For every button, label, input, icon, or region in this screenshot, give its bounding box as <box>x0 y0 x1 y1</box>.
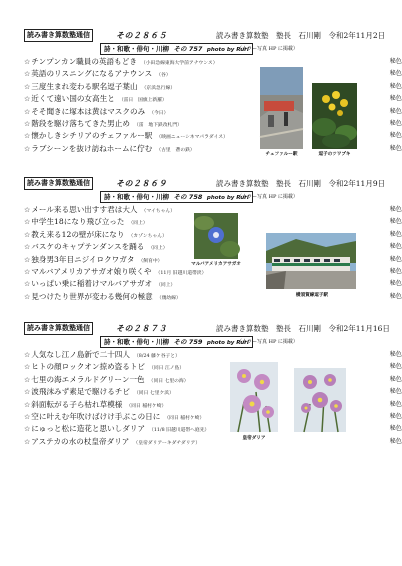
photo-caption: 皇帝ダリア <box>242 436 266 441</box>
list-item: ☆懐かしきシチリアのチェファルー駅 （映画ニューシネマパラダイス） <box>24 131 228 141</box>
list-item: ☆ヒトの顔ロックオン掠め盗るトビ （同日 江ノ島） <box>24 362 185 372</box>
status-label: 秘色 <box>389 218 402 226</box>
list-item: ☆階段を駆け落ちてきた男止め （雷 地下鉄改札門） <box>24 118 182 128</box>
poem-text: バスケのキャプテンダンスを踊る <box>31 242 145 252</box>
list-item: ☆チンプンカン職員の英語もどき （小田急線東海大学前アナウンス） <box>24 57 218 66</box>
poem-author: （8/24 藤ケ谷子と） <box>134 354 180 359</box>
poem-text: ラブシーンを抜け訪ねホームに佇む <box>31 143 153 153</box>
status-label: 秘色 <box>389 255 402 263</box>
poem-text: 教え来る12の壁が床になり <box>31 229 125 239</box>
list-item: ☆斜面転がる子ら枯れ草模様 （同日 稲村ケ崎） <box>24 399 167 409</box>
photo-caption: マルバアメリカアサガオ <box>191 262 241 267</box>
banner-title: 詩・和歌・俳句・川柳 <box>104 193 169 201</box>
status-label: 秘色 <box>389 267 402 275</box>
poem-list <box>24 56 274 155</box>
status-label: 秘色 <box>389 132 402 140</box>
poem-author: （雷日 国旗上新羅） <box>118 98 167 104</box>
status-label: 秘色 <box>389 375 402 383</box>
poem-author: （谷） <box>156 73 171 79</box>
list-item: ☆独身男3年目ニジイロクワガタ （飼育中） <box>24 254 163 264</box>
poem-author: （幾幼線） <box>156 295 181 301</box>
list-item: ☆七里の海エメラルドグリーン一色 （同日 七里の海） <box>24 374 189 384</box>
issue-number: その２８７３ <box>116 323 167 333</box>
poem-author: （同日 稲村ケ崎） <box>126 403 167 409</box>
status-label: 秘色 <box>389 388 402 396</box>
status-label: 秘色 <box>389 70 402 78</box>
banner-number: その 757 <box>173 45 203 53</box>
dahlia-photo-2 <box>294 368 346 432</box>
morning-glory-photo <box>194 213 238 259</box>
list-item: ☆見つけたり世界が変わる幾何の極意 （幾幼線） <box>24 291 181 301</box>
publisher-line: 読み書き算数塾 塾長 石川剛 令和2年11月16日 <box>216 324 390 333</box>
status-label: 秘色 <box>389 425 402 433</box>
list-item: ☆マルバアメリカアサガオ娘り咲くや （11月 旧越川道帯淡） <box>24 266 207 276</box>
poem-author: （11月 旧越川道帯淡） <box>155 270 207 276</box>
issue-number: その２８６５ <box>116 30 167 40</box>
status-label: 秘色 <box>389 58 402 65</box>
poem-text: 英語のリスニングになるアナウンス <box>31 69 153 79</box>
poem-text: チンプンカン職員の英語もどき <box>31 57 137 66</box>
poem-text: 三度生まれ変わる駅名逗子葉山 <box>31 81 138 91</box>
list-item: ☆近くて遠い国の女高生と （雷日 国旗上新羅） <box>24 94 167 104</box>
status-label: 秘色 <box>389 280 402 288</box>
newsletter-section-3 <box>20 322 402 462</box>
poem-author: （雷 地下鉄改札門） <box>133 122 182 128</box>
status-label: 秘色 <box>389 95 402 103</box>
zushi-station-photo <box>266 233 356 289</box>
list-item: ☆人気なし江ノ島新で二十四人 （8/24 藤ケ谷子と） <box>24 350 180 359</box>
list-item: ☆メール来る思い出すす君は大人 （マイちゃん） <box>24 205 176 214</box>
list-item: ☆アステカの水の杖皇帝ダリア （皇帝ダリアーキダチダリア） <box>24 436 201 446</box>
poem-author: （11/8 旧越川道帯へ庭先） <box>149 428 210 434</box>
banner-number: その 758 <box>173 193 203 201</box>
poem-text: 独身男3年目ニジイロクワガタ <box>31 254 135 264</box>
banner-title: 詩・和歌・俳句・川柳 <box>104 45 169 53</box>
status-label: 秘色 <box>389 292 402 300</box>
list-item: ☆そそ聞きに塚本は黄はマスクのみ （今日） <box>24 106 169 116</box>
section-header <box>20 322 390 336</box>
status-label: 秘色 <box>389 206 402 213</box>
newsletter-tag: 読み書き算数塾通信 <box>24 29 93 42</box>
banner-photo-credit: photo by Ruri <box>206 340 249 346</box>
status-label: 秘色 <box>389 351 402 358</box>
status-label: 秘色 <box>389 437 402 445</box>
newsletter-section-1 <box>20 29 402 169</box>
poem-text: 斜面転がる子ら枯れ草模様 <box>31 399 123 409</box>
list-item: ☆波飛沫みず素足で駆けるチビ （同日 七里ケ浜） <box>24 387 174 397</box>
poem-text: にゅっと松に造花と思いしダリア <box>31 424 146 434</box>
status-label: 秘色 <box>389 119 402 127</box>
issue-number: その２８６９ <box>116 178 167 188</box>
banner-photo-credit: photo by Ruri <box>206 47 249 53</box>
status-label: 秘色 <box>389 107 402 115</box>
poem-text: 懐かしきシチリアのチェファルー駅 <box>31 131 153 141</box>
status-label: 秘色 <box>389 412 402 420</box>
poem-text: マルバアメリカアサガオ娘り咲くや <box>31 266 152 276</box>
status-label: 秘色 <box>389 243 402 251</box>
list-item: ☆三度生まれ変わる駅名逗子葉山 （京浜急行線） <box>24 81 176 91</box>
poem-author: （同日 七里の海） <box>148 378 189 384</box>
photo-caption: 横須賀線逗子駅 <box>295 293 329 298</box>
poem-author: （同上） <box>148 246 168 252</box>
status-label: 秘色 <box>389 144 402 152</box>
poem-text: 空に叶えむ年吹けばけけ手ぶこの日に <box>31 411 161 421</box>
list-item: ☆にゅっと松に造花と思いしダリア （11/8 旧越川道帯へ庭先） <box>24 424 210 434</box>
poem-author: （皇帝ダリアーキダチダリア） <box>133 440 201 446</box>
list-item: ☆空に叶えむ年吹けばけけ手ぶこの日に （同日 稲村ケ崎） <box>24 411 205 421</box>
poem-text: 人気なし江ノ島新で二十四人 <box>31 350 130 359</box>
poem-banner <box>100 191 253 203</box>
poem-banner <box>100 336 253 348</box>
poem-text: 中学生18になり飛び立った <box>31 217 125 227</box>
status-label: 秘色 <box>389 82 402 90</box>
poem-text: 階段を駆け落ちてきた男止め <box>31 118 130 128</box>
newsletter-section-2 <box>20 177 402 317</box>
list-item: ☆バスケのキャプテンダンスを踊る （同上） <box>24 242 168 252</box>
poem-author: （京浜急行線） <box>141 85 176 91</box>
banner-photo-credit: photo by Ruri <box>206 195 249 201</box>
newsletter-tag: 読み書き算数塾通信 <box>24 322 93 335</box>
poem-text: ヒトの顔ロックオン掠め盗るトビ <box>31 362 146 372</box>
poem-author: （同上） <box>156 283 176 289</box>
status-label: 秘色 <box>389 230 402 238</box>
list-item: ☆ラブシーンを抜け訪ねホームに佇む （古里 蒼の鉄） <box>24 143 195 153</box>
poem-text: そそ聞きに塚本は黄はマスクのみ <box>31 106 146 116</box>
status-label: 秘色 <box>389 363 402 371</box>
newsletter-tag: 読み書き算数塾通信 <box>24 177 93 190</box>
poem-author: （映画ニューシネマパラダイス） <box>156 135 228 141</box>
status-column <box>382 204 402 303</box>
tsuwabuki-flower-photo <box>312 83 357 149</box>
poem-author: （同日 江ノ島） <box>149 366 185 372</box>
photo-note: （カラー写真 HP に掲載） <box>237 339 298 345</box>
section-header <box>20 29 386 43</box>
poem-author: （今日） <box>149 110 169 116</box>
poem-text: 七里の海エメラルドグリーン一色 <box>31 374 145 384</box>
list-item: ☆英語のリスニングになるアナウンス （谷） <box>24 69 171 79</box>
banner-number: その 759 <box>173 338 203 346</box>
poem-banner <box>100 43 253 55</box>
photo-note: （カラー写真 HP に掲載） <box>237 46 298 52</box>
poem-text: 見つけたり世界が変わる幾何の極意 <box>31 291 153 301</box>
poem-author: （古里 蒼の鉄） <box>156 147 195 153</box>
poem-author: （同日 七里ケ浜） <box>134 391 174 397</box>
poem-author: （同日 稲村ケ崎） <box>164 415 205 421</box>
banner-title: 詩・和歌・俳句・川柳 <box>104 338 169 346</box>
status-column <box>382 349 402 448</box>
status-label: 秘色 <box>389 400 402 408</box>
list-item: ☆中学生18になり飛び立った （同上） <box>24 217 148 227</box>
poem-text: 近くて遠い国の女高生と <box>31 94 115 104</box>
photo-note: （カラー写真 HP に掲載） <box>237 194 298 200</box>
station-photo <box>260 67 303 149</box>
status-column <box>382 56 402 155</box>
poem-text: メール来る思い出すす君は大人 <box>31 205 138 214</box>
poem-author: （同上） <box>128 221 148 227</box>
poem-author: （マイちゃん） <box>141 209 176 214</box>
publisher-line: 読み書き算数塾 塾長 石川剛 令和2年11月2日 <box>216 31 386 40</box>
poem-text: アステカの水の杖皇帝ダリア <box>31 436 130 446</box>
publisher-line: 読み書き算数塾 塾長 石川剛 令和2年11月9日 <box>216 179 386 188</box>
poem-author: （飼育中） <box>138 258 163 264</box>
poem-author: （小田急線東海大学前アナウンス） <box>140 61 218 66</box>
poem-text: 波飛沫みず素足で駆けるチビ <box>31 387 130 397</box>
photo-caption: チェファルー駅 <box>265 152 298 157</box>
poem-author: （カゾンちゃん） <box>128 233 167 239</box>
poem-text: いっぱい乗に稲着けマルバアサガオ <box>31 279 153 289</box>
photo-caption: 逗子のツワブキ <box>318 152 351 157</box>
section-header <box>20 177 386 191</box>
list-item: ☆教え来る12の壁が床になり （カゾンちゃん） <box>24 229 167 239</box>
dahlia-photo-1 <box>230 362 278 432</box>
list-item: ☆いっぱい乗に稲着けマルバアサガオ （同上） <box>24 279 176 289</box>
